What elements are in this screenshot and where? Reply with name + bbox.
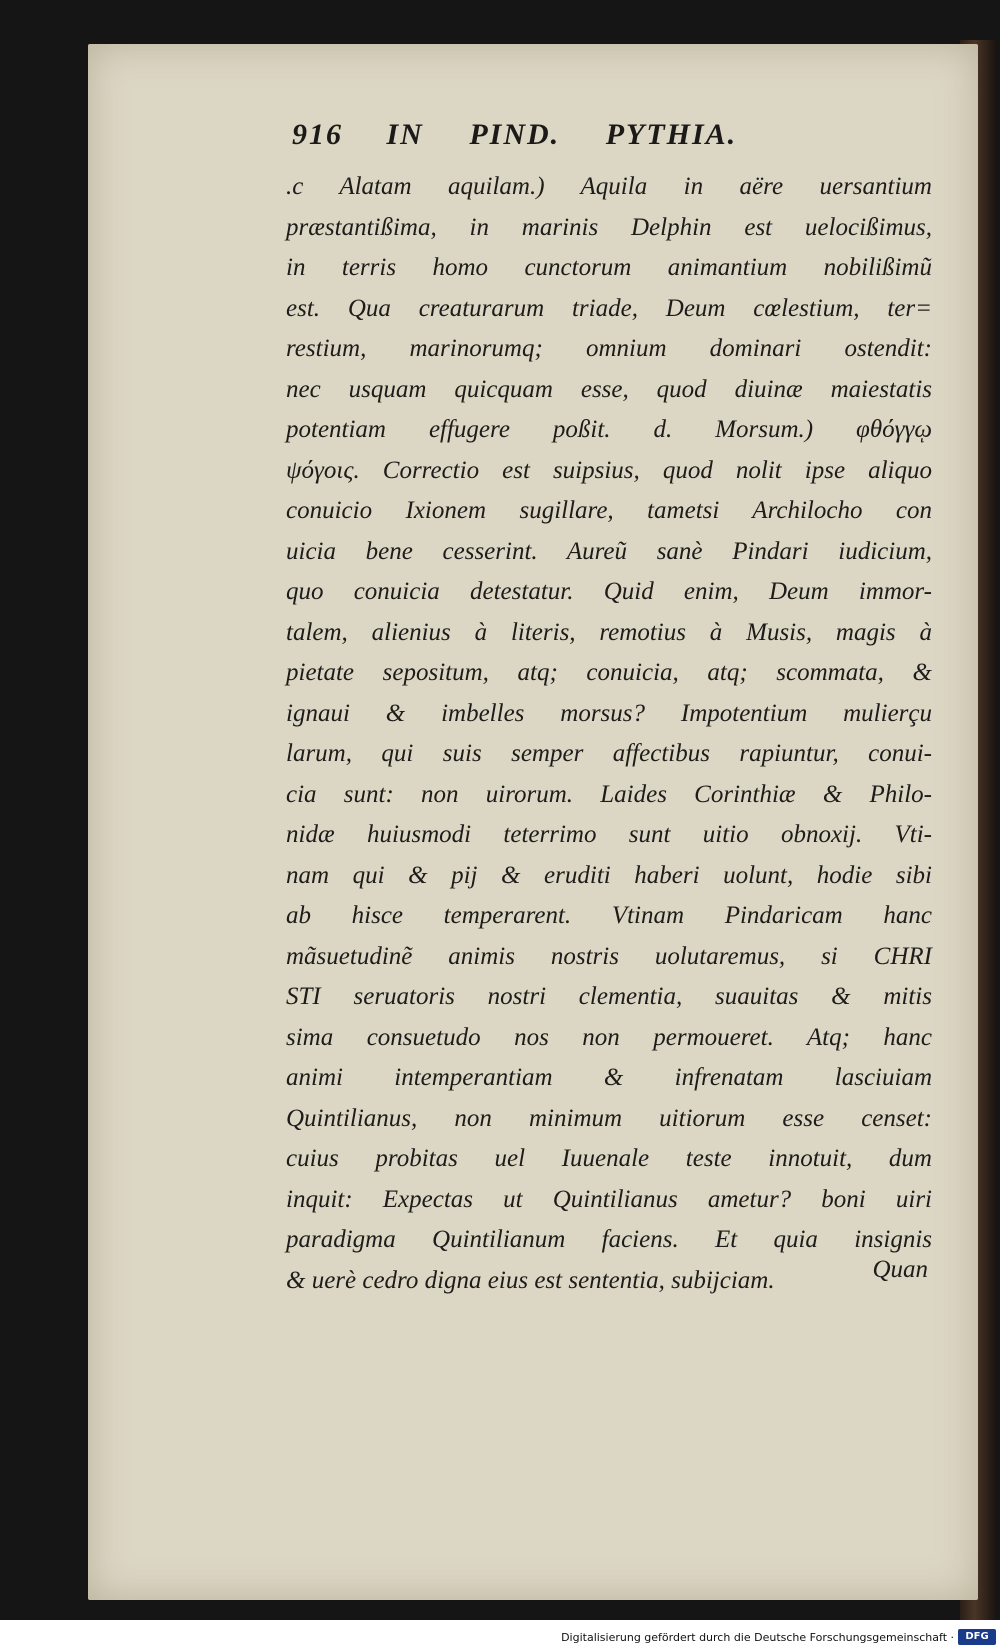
text-line: mãsuetudinẽ animis nostris uolutaremus, si CHRI [286, 942, 932, 970]
text-line: nec usquam quicquam esse, quod diuinæ maiestatis [286, 375, 932, 403]
text-line: nam qui & pij & eruditi haberi uolunt, hodie sibi [286, 861, 932, 889]
text-line: ψόγοις. Correctio est suipsius, quod nolit ipse aliquo [286, 456, 932, 484]
text-line: uicia bene cesserint. Aureũ sanè Pindari iudicium, [286, 537, 932, 565]
text-line: præstantißima, in marinis Delphin est uelocißimus, [286, 213, 932, 241]
text-line: STI seruatoris nostri clementia, suauitas & mitis [286, 983, 932, 1010]
text-line: est. Qua creaturarum triade, Deum cœlestium, ter= [286, 294, 932, 322]
text-line: inquit: Expectas ut Quintilianus ametur? boni uiri [286, 1185, 932, 1213]
text-line: in terris homo cunctorum animantium nobilißimũ [286, 254, 932, 281]
text-line: animi intemperantiam & infrenatam lasciuiam [286, 1064, 932, 1091]
text-line: nidæ huiusmodi teterrimo sunt uitio obnoxij. Vti- [286, 821, 932, 848]
dfg-logo-icon: DFG [958, 1629, 996, 1645]
header-word-pind: PIND. [469, 118, 561, 151]
text-line: conuicio Ixionem sugillare, tametsi Archilocho con [286, 497, 932, 524]
text-line: Quintilianus, non minimum uitiorum esse censet: [286, 1104, 932, 1132]
text-line: & uerè cedro digna eius est sententia, subijciam. [286, 1266, 775, 1294]
text-line: pietate sepositum, atq; conuicia, atq; scommata, & [286, 659, 932, 686]
text-line: sima consuetudo nos non permoueret. Atq; hanc [286, 1023, 932, 1051]
text-line: cia sunt: non uirorum. Laides Corinthiæ & Philo- [286, 780, 932, 808]
text-line: quo conuicia detestatur. Quid enim, Deum immor- [286, 578, 932, 605]
text-line: restium, marinorumq; omnium dominari ostendit: [286, 335, 932, 362]
text-line: ignaui & imbelles morsus? Impotentium mulierçu [286, 699, 932, 727]
text-line: paradigma Quintilianum faciens. Et quia insignis [286, 1226, 932, 1253]
body-text [286, 167, 932, 1301]
header-word-in: IN [386, 118, 424, 151]
text-line: talem, alienius à literis, remotius à Musis, magis à [286, 618, 932, 646]
catchword: Quan [872, 1256, 928, 1283]
running-header [292, 118, 892, 158]
text-line: cuius probitas uel Iuuenale teste innotuit, dum [286, 1145, 932, 1172]
text-line: .c Alatam aquilam.) Aquila in aëre uersantium [286, 173, 932, 200]
text-line: potentiam effugere poßit. d. Morsum.) φθόγγῳ [286, 416, 932, 443]
footer-credit: Digitalisierung gefördert durch die Deutsche Forschungsgemeinschaft · [561, 1631, 954, 1644]
page-number: 916 [292, 118, 343, 151]
text-line: larum, qui suis semper affectibus rapiuntur, conui- [286, 740, 932, 767]
text-line: ab hisce temperarent. Vtinam Pindaricam hanc [286, 902, 932, 929]
header-word-pythia: PYTHIA. [605, 118, 738, 151]
